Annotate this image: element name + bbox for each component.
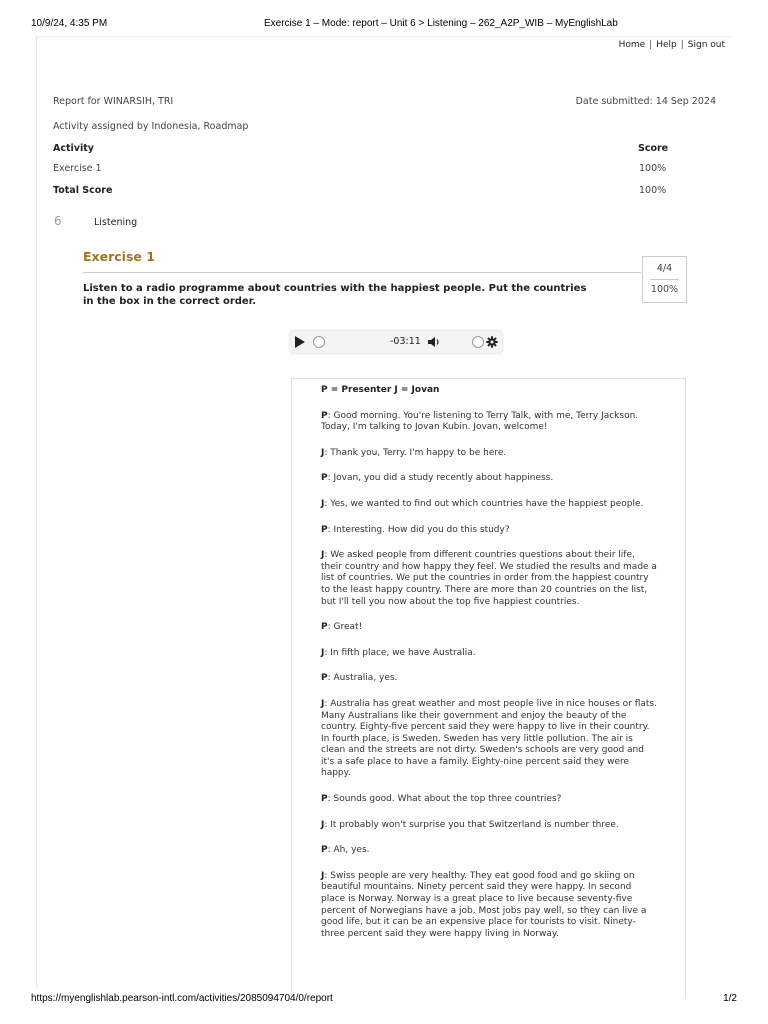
transcript-line: P: Ah, yes. [321,845,370,856]
speaker-label: P [321,673,328,684]
speaker-text: Australia, yes. [333,673,398,684]
transcript-line: J: Australia has great weather and most people live in nice houses or flats. Many Australians like their government and enjoy the beauty of the country. Eighty-five percent said they were happy to live in their country. In fourth place, is Sweden. Sweden has very little pollution. The air is clean and the streets are not dirty. Sweden's schools are very good and it's a safe place to have a family. Eighty-nine percent said they were happy. [321,698,657,779]
speaker-label: J [321,698,325,709]
activity-row-score: 100% [639,163,667,174]
exercise-divider [83,272,641,273]
speaker-text: Good morning. You're listening to Terry Talk, with me, Terry Jackson. Today, I'm talking to Jovan Kubin. Jovan, welcome! [321,410,639,433]
speaker-text: Australia has great weather and most people live in nice houses or flats. Many Australians like their government and enjoy the beauty of the country. Eighty-five percent said they were happy to live in their country. In fourth place, is Sweden. Sweden has very little pollution. The air is clean and the streets are not dirty. Sweden's schools are very good and it's a safe place to have a family. Eighty-nine percent said they were happy. [321,698,657,779]
home-link[interactable]: Home [618,40,646,50]
transcript-line: J: In fifth place, we have Australia. [321,647,476,658]
print-page-title: Exercise 1 – Mode: report – Unit 6 > Listening – 262_A2P_WIB – MyEnglishLab [264,18,618,29]
speaker-label: J [321,870,325,881]
report-for: Report for WINARSIH, TRI [53,96,174,107]
unit-number: 6 [54,214,62,228]
transcript-line: J: Thank you, Terry. I'm happy to be here. [321,447,507,458]
speaker-text: In fifth place, we have Australia. [330,647,476,658]
activity-row-name: Exercise 1 [53,163,102,174]
gear-icon[interactable] [486,336,498,348]
transcript-line: P: Interesting. How did you do this study? [321,524,510,535]
speaker-label: J [321,498,325,509]
transcript-line: P: Great! [321,622,363,633]
seek-slider-handle[interactable] [313,336,325,348]
print-header [0,18,768,32]
audio-player [290,331,502,353]
print-url: https://myenglishlab.pearson-intl.com/activities/2085094704/0/report [31,993,333,1004]
score-box-divider [650,279,679,280]
transcript-legend: P = Presenter J = Jovan [321,385,440,395]
total-score-label: Total Score [53,185,113,196]
volume-icon[interactable] [427,336,441,348]
top-nav [619,40,725,50]
transcript-line: J: We asked people from different countries questions about their life, their country and how happy they feel. We studied the results and made a list of countries. We put the countries in order from the happiest country to the least happy country. There are more than 20 countries on the list, but I'll tell you now about the top five happiest countries. [321,550,657,607]
play-icon[interactable] [295,336,305,348]
sign-out-link[interactable]: Sign out [687,40,725,50]
speaker-text: It probably won't surprise you that Switzerland is number three. [330,819,619,830]
speaker-text: Swiss people are very healthy. They eat good food and go skiing on beautiful mountains. Ninety percent said they were happy. In second place is Norway. Norway is a great place to live because seventy-five percent of Norwegians have a job. Most jobs pay well, so they can live a good life, but it can be an expensive place for tourists to visit. Ninety-three percent said they were happy living in Norway. [321,870,647,939]
transcript-panel [291,378,686,998]
transcript-line: P: Good morning. You're listening to Terry Talk, with me, Terry Jackson. Today, I'm talking to Jovan Kubin. Jovan, welcome! [321,410,639,433]
score-percent: 100% [650,284,679,295]
transcript-line: P: Australia, yes. [321,673,398,684]
speaker-label: J [321,550,325,561]
volume-slider-handle[interactable] [472,336,484,348]
speaker-label: P [321,473,328,484]
print-page-number: 1/2 [723,993,737,1004]
exercise-score-box [642,256,687,303]
print-datetime: 10/9/24, 4:35 PM [31,18,108,29]
transcript-line: J: Yes, we wanted to find out which countries have the happiest people. [321,498,644,509]
time-remaining: -03:11 [390,336,421,347]
speaker-label: P [321,524,328,535]
exercise-instructions: Listen to a radio programme about countries with the happiest people. Put the countries in the box in the correct order. [83,283,587,307]
total-score-value: 100% [639,185,667,196]
speaker-label: P [321,794,328,805]
speaker-label: P [321,845,328,856]
transcript-line: P: Jovan, you did a study recently about happiness. [321,473,554,484]
speaker-label: J [321,647,325,658]
help-link[interactable]: Help [656,40,677,50]
date-submitted: Date submitted: 14 Sep 2024 [575,96,716,107]
speaker-text: Sounds good. What about the top three countries? [333,794,562,805]
speaker-label: J [321,447,325,458]
assigned-by: Activity assigned by Indonesia, Roadmap [53,121,249,132]
activity-column-header: Activity [53,143,94,154]
speaker-label: P [321,622,328,633]
speaker-text: Great! [333,622,363,633]
speaker-text: Thank you, Terry. I'm happy to be here. [330,447,507,458]
speaker-text: Jovan, you did a study recently about happiness. [333,473,554,484]
nav-separator: | [649,40,653,50]
transcript [321,385,657,954]
transcript-line: J: Swiss people are very healthy. They eat good food and go skiing on beautiful mountains. Ninety percent said they were happy. In second place is Norway. Norway is a great place to live because seventy-five percent of Norwegians have a job. Most jobs pay well, so they can live a good life, but it can be an expensive place for tourists to visit. Ninety-three percent said they were happy living in Norway. [321,870,647,939]
exercise-title: Exercise 1 [83,249,155,264]
speaker-text: We asked people from different countries questions about their life, their country and how happy they feel. We studied the results and made a list of countries. We put the countries in order from the happiest country to the least happy country. There are more than 20 countries on the list, but I'll tell you now about the top five happiest countries. [321,550,657,607]
nav-separator: | [680,40,684,50]
speaker-text: Yes, we wanted to find out which countries have the happiest people. [330,498,644,509]
speaker-text: Interesting. How did you do this study? [333,524,510,535]
speaker-text: Ah, yes. [333,845,370,856]
speaker-label: J [321,819,325,830]
transcript-line: J: It probably won't surprise you that Switzerland is number three. [321,819,619,830]
print-footer [0,993,768,1007]
transcript-line: P: Sounds good. What about the top three countries? [321,794,562,805]
unit-title: Listening [94,217,138,228]
score-fraction: 4/4 [656,263,673,274]
score-column-header: Score [638,143,669,154]
speaker-label: P [321,410,328,421]
